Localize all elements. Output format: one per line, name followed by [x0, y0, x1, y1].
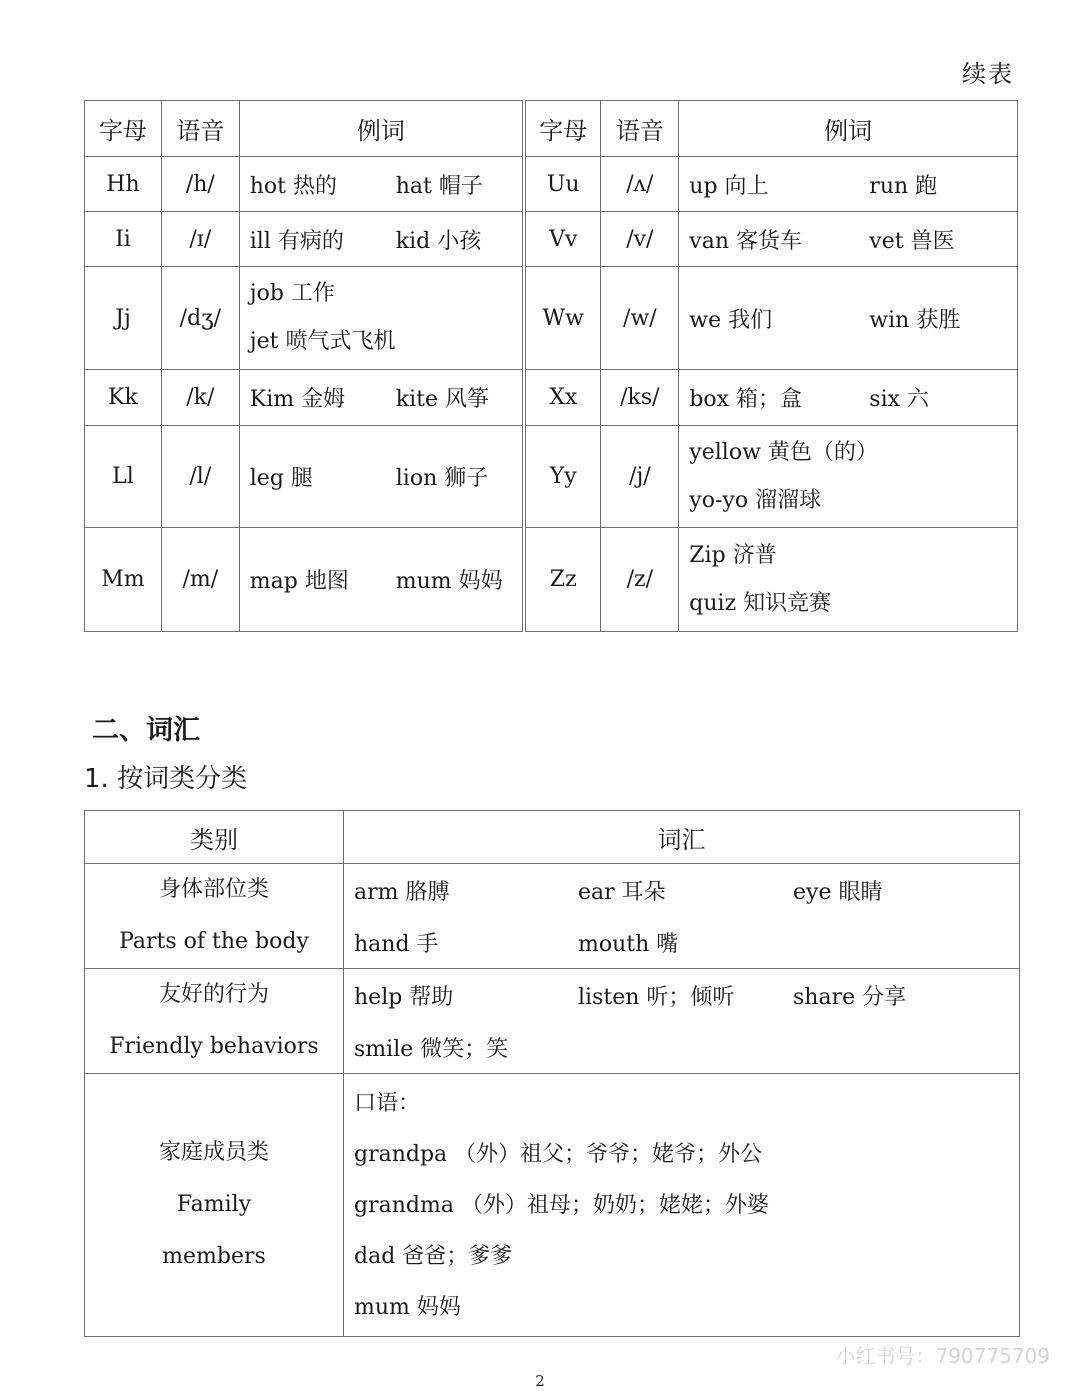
example-cell: [239, 267, 524, 370]
sound-cell: /ʌ/: [601, 157, 679, 212]
page-number: 2: [535, 1372, 545, 1390]
category-cell: [85, 864, 344, 969]
example-word: job 工作: [249, 281, 335, 306]
words-cell: [344, 1074, 1020, 1337]
example-word: hot 热的: [249, 173, 338, 199]
vocab-word: eye 眼睛: [793, 879, 883, 905]
header-sound: 语音: [161, 101, 239, 157]
table-header-row: [85, 811, 1020, 864]
category-en: Family: [176, 1192, 252, 1217]
continued-label: 续表: [962, 60, 1014, 88]
letter-cell: Vv: [524, 212, 601, 267]
example-word: ill 有病的: [249, 228, 344, 254]
letter-cell: Jj: [85, 267, 162, 370]
table-header-row: [85, 101, 1018, 157]
vocab-word: help 帮助: [354, 984, 454, 1010]
example-word: mum 妈妈: [395, 569, 503, 594]
category-zh: 友好的行为: [158, 982, 269, 1007]
example-word: map 地图: [249, 569, 349, 594]
vocab-word: smile 微笑；笑: [354, 1036, 509, 1062]
table-row: [85, 157, 1018, 212]
vocab-line: grandpa （外）祖父；爷爷；姥爷；外公: [354, 1141, 763, 1167]
sound-cell: /j/: [601, 426, 679, 528]
category-cell: [85, 969, 344, 1074]
vocabulary-table: [84, 810, 1020, 1337]
example-word: jet 喷气式飞机: [249, 329, 396, 354]
header-example: 例词: [239, 101, 524, 157]
category-en: members: [162, 1244, 266, 1269]
sound-cell: /h/: [161, 157, 239, 212]
table-row: [85, 969, 1020, 1074]
example-word: yellow 黄色（的）: [689, 439, 878, 465]
words-cell: [344, 969, 1020, 1074]
example-word: Kim 金姆: [249, 387, 346, 412]
table-row: [85, 267, 1018, 370]
vocab-word: share 分享: [793, 984, 907, 1010]
example-word: up 向上: [689, 173, 769, 199]
vocab-word: listen 听；倾听: [578, 984, 735, 1010]
example-cell: [239, 528, 524, 632]
sound-cell: /dʒ/: [161, 267, 239, 370]
sound-cell: /m/: [161, 528, 239, 632]
vocab-word: arm 胳膊: [354, 879, 450, 905]
category-zh: 家庭成员类: [158, 1140, 269, 1165]
example-word: hat 帽子: [395, 173, 483, 199]
example-cell: [679, 212, 1018, 267]
watermark: 小红书号：790775709: [835, 1344, 1050, 1368]
header-sound: 语音: [601, 101, 679, 157]
sound-cell: /ks/: [601, 370, 679, 426]
sound-cell: /k/: [161, 370, 239, 426]
example-cell: [679, 528, 1018, 632]
example-word: box 箱；盒: [689, 387, 803, 412]
sound-cell: /w/: [601, 267, 679, 370]
letter-cell: Zz: [524, 528, 601, 632]
table-row: [85, 864, 1020, 969]
example-cell: [679, 370, 1018, 426]
category-cell: [85, 1074, 344, 1337]
sound-cell: /l/: [161, 426, 239, 528]
table-row: [85, 1074, 1020, 1337]
sound-cell: /v/: [601, 212, 679, 267]
example-word: kid 小孩: [395, 228, 482, 254]
vocab-line: grandma （外）祖母；奶奶；姥姥；外婆: [354, 1192, 769, 1218]
example-cell: [239, 212, 524, 267]
table-row: [85, 426, 1018, 528]
letter-cell: Ll: [85, 426, 162, 528]
header-letter: 字母: [524, 101, 601, 157]
letter-cell: Xx: [524, 370, 601, 426]
example-word: Zip 济普: [689, 542, 777, 568]
letter-cell: Uu: [524, 157, 601, 212]
example-word: lion 狮子: [395, 466, 489, 491]
vocab-line: dad 爸爸；爹爹: [354, 1243, 513, 1269]
vocab-line: 口语：: [354, 1090, 421, 1116]
example-cell: [679, 157, 1018, 212]
example-cell: [679, 426, 1018, 528]
example-cell: [239, 426, 524, 528]
sound-cell: /ɪ/: [161, 212, 239, 267]
header-example: 例词: [679, 101, 1018, 157]
example-cell: [679, 267, 1018, 370]
category-en: Parts of the body: [119, 929, 309, 954]
letter-cell: Ii: [85, 212, 162, 267]
letter-cell: Yy: [524, 426, 601, 528]
example-word: vet 兽医: [869, 228, 955, 254]
category-en: Friendly behaviors: [109, 1034, 319, 1059]
header-vocabulary: 词汇: [344, 811, 1020, 864]
example-word: van 客货车: [689, 228, 803, 254]
example-word: leg 腿: [249, 466, 313, 491]
vocab-word: ear 耳朵: [578, 879, 666, 905]
example-word: kite 风筝: [395, 387, 489, 412]
letter-phonics-table: [84, 100, 1018, 632]
vocab-word: mouth 嘴: [578, 931, 679, 957]
subsection-title: 1. 按词类分类: [84, 764, 248, 794]
letter-cell: Ww: [524, 267, 601, 370]
section-title: 二、词汇: [92, 715, 200, 746]
example-word: run 跑: [869, 173, 938, 199]
header-category: 类别: [85, 811, 344, 864]
letter-cell: Hh: [85, 157, 162, 212]
sound-cell: /z/: [601, 528, 679, 632]
example-cell: [239, 370, 524, 426]
table-row: [85, 370, 1018, 426]
vocab-word: hand 手: [354, 931, 439, 957]
example-cell: [239, 157, 524, 212]
example-word: we 我们: [689, 307, 773, 333]
letter-cell: Kk: [85, 370, 162, 426]
category-zh: 身体部位类: [158, 877, 269, 902]
example-word: quiz 知识竞赛: [689, 590, 832, 616]
example-word: six 六: [869, 387, 930, 412]
vocab-line: mum 妈妈: [354, 1294, 461, 1320]
example-word: win 获胜: [869, 307, 961, 333]
header-letter: 字母: [85, 101, 162, 157]
letter-cell: Mm: [85, 528, 162, 632]
example-word: yo-yo 溜溜球: [689, 487, 822, 513]
table-row: [85, 212, 1018, 267]
words-cell: [344, 864, 1020, 969]
table-row: [85, 528, 1018, 632]
